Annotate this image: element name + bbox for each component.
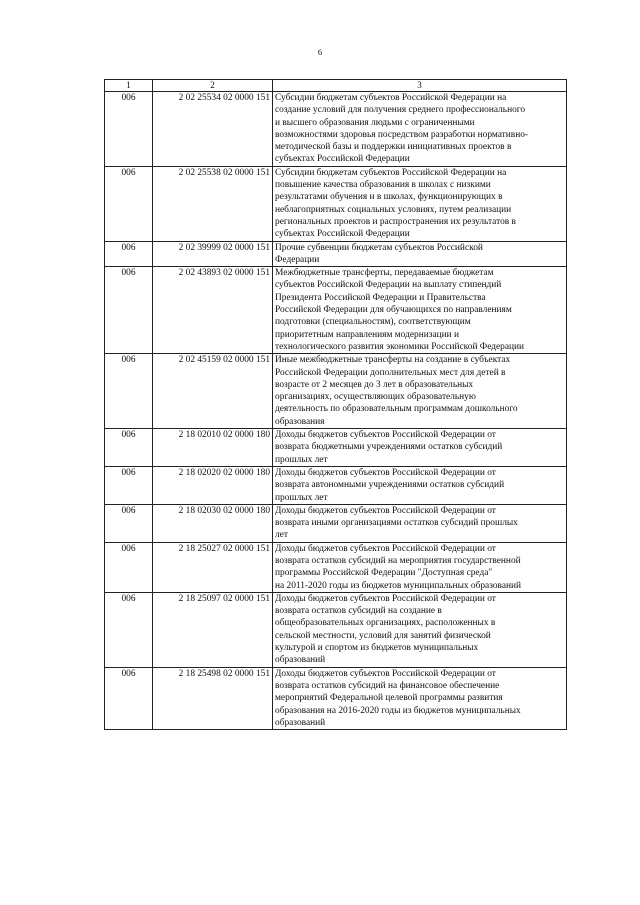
budget-code-cell: 2 18 02030 02 0000 180 (153, 504, 273, 542)
table-row (105, 241, 567, 267)
page-number: 6 (317, 47, 323, 57)
description-line: приоритетным направлениям модернизации и (275, 329, 460, 340)
budget-code-cell: 2 18 02010 02 0000 180 (153, 429, 273, 467)
description-line: повышение качества образования в школах с низкими (275, 180, 491, 191)
description-cell (273, 354, 567, 429)
table-header-row (105, 80, 567, 92)
description-line: Доходы бюджетов субъектов Российской Федерации от (275, 430, 496, 441)
description-line: субъектах Российской Федерации (275, 229, 410, 240)
admin-code-cell: 006 (105, 354, 153, 429)
table-row (105, 354, 567, 429)
budget-code-cell: 2 02 25534 02 0000 151 (153, 92, 273, 167)
description-line: возврата остатков субсидий на создание в (275, 606, 442, 617)
description-line: субъектов Российской Федерации на выплату стипендий (275, 280, 502, 291)
description-line: результатами обучения и в школах, функционирующих в (275, 192, 503, 203)
budget-code-cell: 2 02 43893 02 0000 151 (153, 267, 273, 354)
budget-code-cell: 2 02 39999 02 0000 151 (153, 241, 273, 267)
description-line: Президента Российской Федерации и Правительства (275, 292, 486, 303)
admin-code-cell: 006 (105, 542, 153, 592)
description-line: создание условий для получения среднего профессионального (275, 105, 526, 116)
description-line: Доходы бюджетов субъектов Российской Федерации от (275, 467, 496, 478)
description-line: образований (275, 717, 326, 728)
admin-code-cell: 006 (105, 429, 153, 467)
table-row (105, 92, 567, 167)
table-row (105, 667, 567, 729)
description-line: возврата автономными учреждениями остатков субсидий (275, 480, 505, 491)
description-line: возможностями здоровья посредством разработки нормативно- (275, 129, 529, 140)
admin-code-cell: 006 (105, 267, 153, 354)
description-line: Субсидии бюджетам субъектов Российской Федерации на (275, 167, 507, 178)
description-line: возврата остатков субсидий на финансовое обеспечение (275, 680, 500, 691)
admin-code-cell: 006 (105, 166, 153, 241)
description-cell (273, 667, 567, 729)
description-line: возврата бюджетными учреждениями остатков субсидий (275, 442, 503, 453)
description-line: Российской Федерации для обучающихся по направлениям (275, 305, 512, 316)
description-line: организациях, осуществляющих образовательную (275, 392, 476, 403)
description-cell (273, 429, 567, 467)
column-header-3: 3 (273, 80, 567, 92)
description-cell (273, 166, 567, 241)
description-line: лет (275, 530, 288, 541)
table-row (105, 504, 567, 542)
description-line: деятельность по образовательным программам дошкольного (275, 404, 518, 415)
description-line: и высшего образования людьми с ограниченными (275, 117, 475, 128)
table-row (105, 267, 567, 354)
table-row (105, 592, 567, 667)
description-line: Прочие субвенции бюджетам субъектов Российской (275, 242, 483, 253)
admin-code-cell: 006 (105, 466, 153, 504)
description-line: Доходы бюджетов субъектов Российской Федерации от (275, 668, 496, 679)
description-line: прошлых лет (275, 492, 328, 503)
description-line: возрасте от 2 месяцев до 3 лет в образовательных (275, 379, 474, 390)
description-line: образований (275, 655, 326, 666)
description-line: сельской местности, условий для занятий физической (275, 630, 491, 641)
description-line: образования на 2016-2020 годы из бюджетов муниципальных (275, 705, 521, 716)
description-line: региональных проектов и распространения их результатов в (275, 216, 516, 227)
description-cell (273, 92, 567, 167)
description-line: субъектах Российской Федерации (275, 154, 410, 165)
description-cell (273, 241, 567, 267)
description-cell (273, 267, 567, 354)
description-line: Доходы бюджетов субъектов Российской Федерации от (275, 593, 496, 604)
description-line: на 2011-2020 годы из бюджетов муниципальных образований (275, 580, 522, 591)
description-line: возврата иными организациями остатков субсидий прошлых (275, 518, 518, 529)
description-line: образования (275, 416, 325, 427)
budget-code-cell: 2 02 45159 02 0000 151 (153, 354, 273, 429)
description-line: Межбюджетные трансферты, передаваемые бюджетам (275, 268, 494, 279)
description-cell (273, 592, 567, 667)
admin-code-cell: 006 (105, 504, 153, 542)
description-line: возврата остатков субсидий на мероприятия государственной (275, 555, 521, 566)
description-line: неблагоприятных социальных условиях, путем реализации (275, 204, 512, 215)
description-line: общеобразовательных организациях, расположенных в (275, 618, 496, 629)
budget-code-cell: 2 18 25498 02 0000 151 (153, 667, 273, 729)
description-line: мероприятий Федеральной целевой программы развития (275, 693, 503, 704)
description-line: программы Российской Федерации "Доступная среда" (275, 568, 493, 579)
table-row (105, 466, 567, 504)
description-line: Доходы бюджетов субъектов Российской Федерации от (275, 505, 496, 516)
description-cell (273, 504, 567, 542)
table-row (105, 166, 567, 241)
description-line: подготовки (специальностям), соответствующим (275, 317, 471, 328)
description-line: методической базы и поддержки инициативных проектов в (275, 142, 512, 153)
admin-code-cell: 006 (105, 667, 153, 729)
description-line: Российской Федерации дополнительных мест для детей в (275, 367, 506, 378)
revenue-codes-table (104, 79, 567, 730)
budget-code-cell: 2 18 25027 02 0000 151 (153, 542, 273, 592)
description-line: Федерации (275, 254, 320, 265)
budget-code-cell: 2 18 25097 02 0000 151 (153, 592, 273, 667)
budget-code-cell: 2 18 02020 02 0000 180 (153, 466, 273, 504)
description-line: культурой и спортом из бюджетов муниципальных (275, 643, 479, 654)
description-cell (273, 542, 567, 592)
description-line: Доходы бюджетов субъектов Российской Федерации от (275, 543, 496, 554)
admin-code-cell: 006 (105, 592, 153, 667)
column-header-1: 1 (105, 80, 153, 92)
column-header-2: 2 (153, 80, 273, 92)
description-line: прошлых лет (275, 454, 328, 465)
description-cell (273, 466, 567, 504)
table-row (105, 542, 567, 592)
description-line: Субсидии бюджетам субъектов Российской Федерации на (275, 93, 507, 103)
description-line: технологического развития экономики Российской Федерации (275, 341, 525, 352)
admin-code-cell: 006 (105, 241, 153, 267)
description-line: Иные межбюджетные трансферты на создание в субъектах (275, 355, 511, 366)
admin-code-cell: 006 (105, 92, 153, 167)
table-row (105, 429, 567, 467)
budget-code-cell: 2 02 25538 02 0000 151 (153, 166, 273, 241)
